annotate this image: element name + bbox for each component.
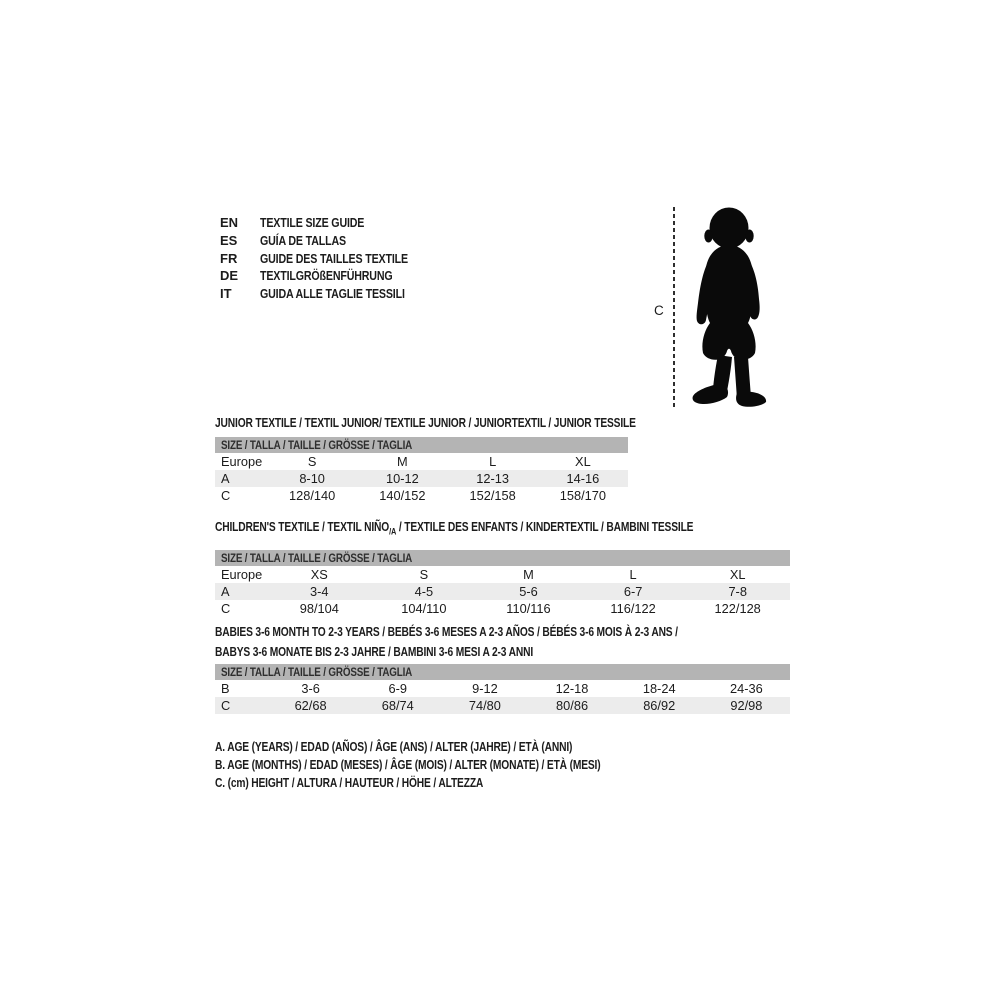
table-title [215, 521, 790, 539]
size-cell: 116/122 [610, 600, 656, 616]
size-cell: 68/74 [381, 698, 414, 713]
size-table [215, 453, 628, 504]
size-cell: 104/110 [401, 600, 447, 616]
row-label: C [221, 698, 231, 713]
table-row [215, 566, 790, 583]
language-row [220, 214, 440, 232]
row-label: A [221, 583, 230, 599]
title-subscript: /A [389, 526, 397, 537]
title-text: BABYS 3-6 MONATE BIS 2-3 JAHRE / BAMBINI 3-6 MESI A 2-3 ANNI [215, 645, 534, 659]
size-table [215, 566, 790, 617]
size-cell: 110/116 [506, 600, 551, 616]
size-cell: 122/128 [714, 600, 761, 616]
language-code: IT [220, 286, 232, 302]
footnote-text: C. (cm) HEIGHT / ALTURA / HAUTEUR / HÖHE / ALTEZZA [215, 776, 484, 790]
footnote-text: B. AGE (MONTHS) / EDAD (MESES) / ÂGE (MOIS) / ALTER (MONATE) / ETÀ (MESI) [215, 758, 601, 772]
size-cell: 6-7 [623, 583, 643, 599]
size-header-bar [215, 550, 790, 566]
size-cell: 92/98 [730, 698, 763, 713]
footnote-line [215, 738, 685, 756]
row-label: A [221, 471, 230, 486]
row-label: C [221, 488, 231, 503]
table-row [215, 453, 628, 470]
size-cell: 86/92 [643, 698, 676, 713]
size-cell: 74/80 [468, 698, 501, 713]
language-row [220, 285, 440, 303]
size-cell: 12-13 [476, 471, 509, 486]
size-cell: 14-16 [566, 471, 600, 486]
row-label: B [221, 681, 230, 696]
title-text: CHILDREN'S TEXTILE / TEXTIL NIÑO [215, 520, 390, 534]
footnote-text: A. AGE (YEARS) / EDAD (AÑOS) / ÂGE (ANS) / ALTER (JAHRE) / ETÀ (ANNI) [215, 740, 573, 754]
size-table-section-babies [215, 622, 790, 714]
toddler-silhouette-icon [681, 206, 773, 409]
size-cell: 9-12 [472, 681, 498, 696]
size-cell: XS [310, 566, 328, 582]
size-cell: S [307, 454, 317, 469]
size-cell: S [419, 566, 429, 582]
language-label: GUIDE DES TAILLES TEXTILE [260, 250, 408, 266]
table-title-line [215, 416, 636, 430]
size-cell: 158/170 [559, 488, 606, 503]
size-cell: 12-18 [555, 681, 589, 696]
title-text: BABIES 3-6 MONTH TO 2-3 YEARS / BEBÉS 3-6 MESES A 2-3 AÑOS / BÉBÉS 3-6 MOIS À 2-3 ANS / [215, 625, 678, 639]
language-row [220, 249, 440, 267]
size-cell: 5-6 [519, 583, 538, 599]
language-code: ES [220, 233, 238, 249]
size-cell: 18-24 [642, 681, 676, 696]
size-cell: M [523, 566, 534, 582]
footnote-line [215, 756, 685, 774]
size-cell: M [397, 454, 408, 469]
size-table [215, 680, 790, 714]
size-cell: 7-8 [728, 583, 747, 599]
size-cell: 62/68 [294, 698, 327, 713]
size-cell: 10-12 [386, 471, 419, 486]
language-label: GUÍA DE TALLAS [260, 233, 346, 249]
size-cell: 128/140 [288, 488, 336, 503]
footnote-legend [215, 738, 685, 792]
language-label: GUIDA ALLE TAGLIE TESSILI [260, 286, 405, 302]
size-header-label: SIZE / TALLA / TAILLE / GRÖSSE / TAGLIA [221, 438, 413, 452]
table-title-line [215, 622, 687, 642]
title-text: / TEXTILE DES ENFANTS / KINDERTEXTIL / BAMBINI TESSILE [396, 520, 694, 534]
row-label: Europe [221, 454, 263, 469]
title-text: JUNIOR TEXTILE / TEXTIL JUNIOR/ TEXTILE JUNIOR / JUNIORTEXTIL / JUNIOR TESSILE [215, 416, 636, 430]
row-label: C [221, 600, 231, 616]
size-header-label: SIZE / TALLA / TAILLE / GRÖSSE / TAGLIA [221, 665, 413, 679]
table-title-line [215, 642, 687, 662]
size-cell: 3-4 [310, 583, 329, 599]
size-header-label: SIZE / TALLA / TAILLE / GRÖSSE / TAGLIA [221, 550, 413, 565]
language-row [220, 267, 440, 285]
table-row [215, 697, 790, 714]
height-dashed-line [673, 207, 675, 408]
size-cell: 8-10 [299, 471, 325, 486]
table-row [215, 680, 790, 697]
table-row [215, 470, 628, 487]
size-table-section-junior [215, 416, 636, 504]
footnote-line [215, 774, 685, 792]
language-label: TEXTILE SIZE GUIDE [260, 215, 365, 231]
table-title-line [215, 520, 694, 539]
language-list [220, 214, 440, 302]
language-row [220, 232, 440, 250]
size-cell: L [489, 454, 497, 469]
language-code: FR [220, 250, 238, 266]
size-cell: 4-5 [414, 583, 434, 599]
size-table-section-children [215, 521, 790, 617]
size-header-bar [215, 437, 628, 453]
table-row [215, 583, 790, 600]
language-code: DE [220, 268, 239, 284]
row-label: Europe [221, 566, 263, 582]
size-cell: 80/86 [556, 698, 589, 713]
size-cell: 24-36 [730, 681, 763, 696]
language-label: TEXTILGRÖßENFÜHRUNG [260, 268, 393, 284]
size-cell: 152/158 [469, 488, 516, 503]
size-cell: 3-6 [301, 681, 320, 696]
size-cell: 98/104 [299, 600, 339, 616]
size-cell: L [629, 566, 637, 582]
table-title [215, 416, 636, 430]
size-cell: 140/152 [379, 488, 426, 503]
size-header-bar [215, 664, 790, 680]
language-code: EN [220, 215, 239, 231]
size-cell: XL [575, 454, 591, 469]
height-dimension-label: C [654, 303, 664, 318]
table-row [215, 487, 628, 504]
size-cell: XL [729, 566, 746, 582]
table-title [215, 622, 790, 662]
size-cell: 6-9 [388, 681, 407, 696]
table-row [215, 600, 790, 617]
